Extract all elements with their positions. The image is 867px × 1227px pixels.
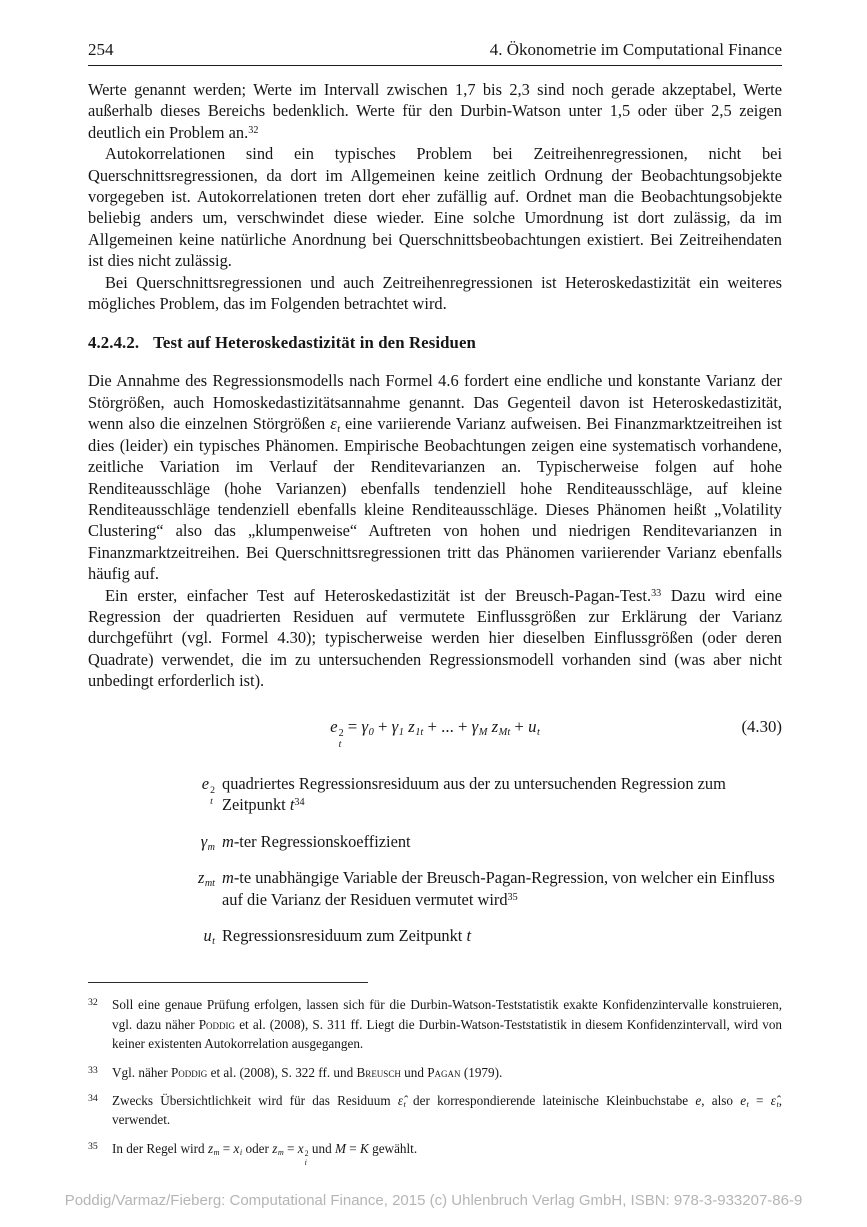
formula-body: e 2 t = γ0 + γ1 z1t + ... + γM zMt + ut: [330, 716, 540, 751]
definition-row: [88, 925, 782, 946]
footnote-number: 35: [88, 1140, 98, 1152]
footnote-text: Zwecks Übersichtlichkeit wird für das Residuum ε̂t der korrespondierende lateinische Kleinbuchstabe e, also et = ε̂t, verwendet.: [112, 1093, 783, 1128]
section-title: Test auf Heteroskedastizität in den Residuen: [153, 333, 476, 353]
footnote-text: Soll eine genaue Prüfung erfolgen, lassen sich für die Durbin-Watson-Teststatistik exakte Konfidenzintervalle konstruieren, vgl. dazu näher Poddig et al. (2008), S. 311 ff. Liegt die Durbin-Watson-Teststatistik in diesem Konfidenzintervall, wird von keiner existenten Autokorrelation ausgegangen.: [112, 997, 783, 1052]
definition-symbol: zmt: [197, 868, 215, 890]
definition-description: m-te unabhängige Variable der Breusch-Pagan-Regression, von welcher ein Einfluss auf die Varianz der Residuen vermutet wird$^{35}$: [222, 868, 775, 909]
definition-row: [88, 831, 782, 852]
footnote-text: Vgl. näher Poddig et al. (2008), S. 322 ff. und Breusch und Pagan (1979).: [112, 1064, 503, 1080]
section-heading: [88, 333, 782, 353]
definition-symbol: ut: [203, 925, 215, 948]
chapter-title: 4. Ökonometrie im Computational Finance: [489, 40, 782, 59]
paragraph-2: Autokorrelationen sind ein typisches Problem bei Zeitreihenregressionen, nicht bei Querschnittsregressionen, da dort im Allgemeinen keine zeitlich Ordnung der Beobachtungsobjekte vorgegeben ist. Autokorrelationen treten dort eher zufällig auf. Ordnet man die Beobachtungsobjekte beliebig anders um, verschwindet diese wieder. Eine solche Umordnung ist dort zulässig, da im Allgemeinen keine natürliche Anordnung bei Querschnittsbeobachtungen existiert. Bei Zeitreihendaten ist dies nicht zulässig.: [88, 144, 782, 271]
paragraph-1: Werte genannt werden; Werte im Intervall zwischen 1,7 bis 2,3 sind noch gerade akzeptabel, Werte außerhalb dieses Bereichs bedenklich. Werte für den Durbin-Watson unter 1,5 oder über 2,5 zeigen deutlich ein Problem an.$^{32}$: [88, 80, 782, 142]
page-content: [88, 40, 782, 1176]
running-head: [88, 40, 782, 66]
footnote-text: In der Regel wird zm = xi oder zm = x 2 i und M = K gewählt.: [112, 1140, 418, 1168]
definition-description: Regressionsresiduum zum Zeitpunkt t: [222, 925, 472, 945]
paragraph-4: Die Annahme des Regressionsmodells nach Formel 4.6 fordert eine endliche und konstante Varianz der Störgrößen, auch Homoskedastizitätsannahme genannt. Das Gegenteil davon ist Heteroskedastizität, wenn also die einzelnen Störgrößen εt eine variierende Varianz aufweisen. Bei Finanzmarktzeitreihen ist dies (leider) ein typisches Phänomen. Empirische Beobachtungen zeigen eine systematisch vorhandene, zeitliche Variation im Verlauf der Renditevarianzen an. Typischerweise folgen auf hohe Renditeausschläge (hohe Varianzen) ebenfalls tendenziell hohe Renditeausschläge, auf kleine Renditeausschläge tendenziell ebenfalls kleine Renditeausschläge. Dieses Phänomen heißt „Volatility Clustering“ also das „klumpenweise“ Auftreten von hohen und niedrigen Renditevarianzen in Finanzmarktzeitreihen. Bei Querschnittsregressionen tritt das Phänomen variierender Varianz ebenfalls häufig auf.: [88, 371, 782, 584]
definition-row: [88, 867, 782, 910]
definition-row: [88, 773, 782, 816]
definition-list: [88, 773, 782, 946]
page-number: 254: [88, 40, 114, 59]
definition-description: quadriertes Regressionsresiduum aus der zu untersuchenden Regression zum Zeitpunkt t$^{34}$: [222, 773, 726, 815]
footnote-number: 34: [88, 1093, 98, 1104]
footnote-number: 33: [88, 1064, 98, 1076]
footnote: [88, 1091, 782, 1130]
display-formula: [88, 714, 782, 751]
paragraph-5: Ein erster, einfacher Test auf Heteroskedastizität ist der Breusch-Pagan-Test.$^{33}$ Dazu wird eine Regression der quadrierten Residuen auf vermutete Einflussgrößen zur Erklärung der Varianz durchgeführt (vgl. Formel 4.30); typischerweise werden hier dieselben Einflussgrößen (oder deren Quadrate) verwendet, die im zu untersuchenden Regressionsmodell vorhanden sind (was aber nicht unbedingt erforderlich ist).: [88, 585, 783, 691]
definition-description: m-ter Regressionskoeffizient: [222, 831, 411, 851]
footnote-rule: [88, 982, 368, 983]
definition-symbol: e 2 t: [201, 773, 215, 808]
definition-symbol: γm: [200, 831, 215, 853]
paragraph-3: Bei Querschnittsregressionen und auch Zeitreihenregressionen ist Heteroskedastizität ein weiteres mögliches Problem, das im Folgenden betrachtet wird.: [88, 272, 782, 314]
section-number: 4.2.4.2.: [88, 333, 140, 353]
footnote: [88, 1063, 782, 1082]
footnote: [88, 1139, 782, 1168]
copyright-footer: Poddig/Varmaz/Fieberg: Computational Finance, 2015 (c) Uhlenbruch Verlag GmbH, ISBN: 978-3-933207-86-9: [64, 1192, 803, 1209]
footnote-list: [88, 995, 782, 1167]
equation-number: (4.30): [741, 716, 782, 736]
footnote-number: 32: [88, 997, 98, 1009]
body-text: [88, 79, 782, 1167]
footnote: [88, 995, 782, 1053]
